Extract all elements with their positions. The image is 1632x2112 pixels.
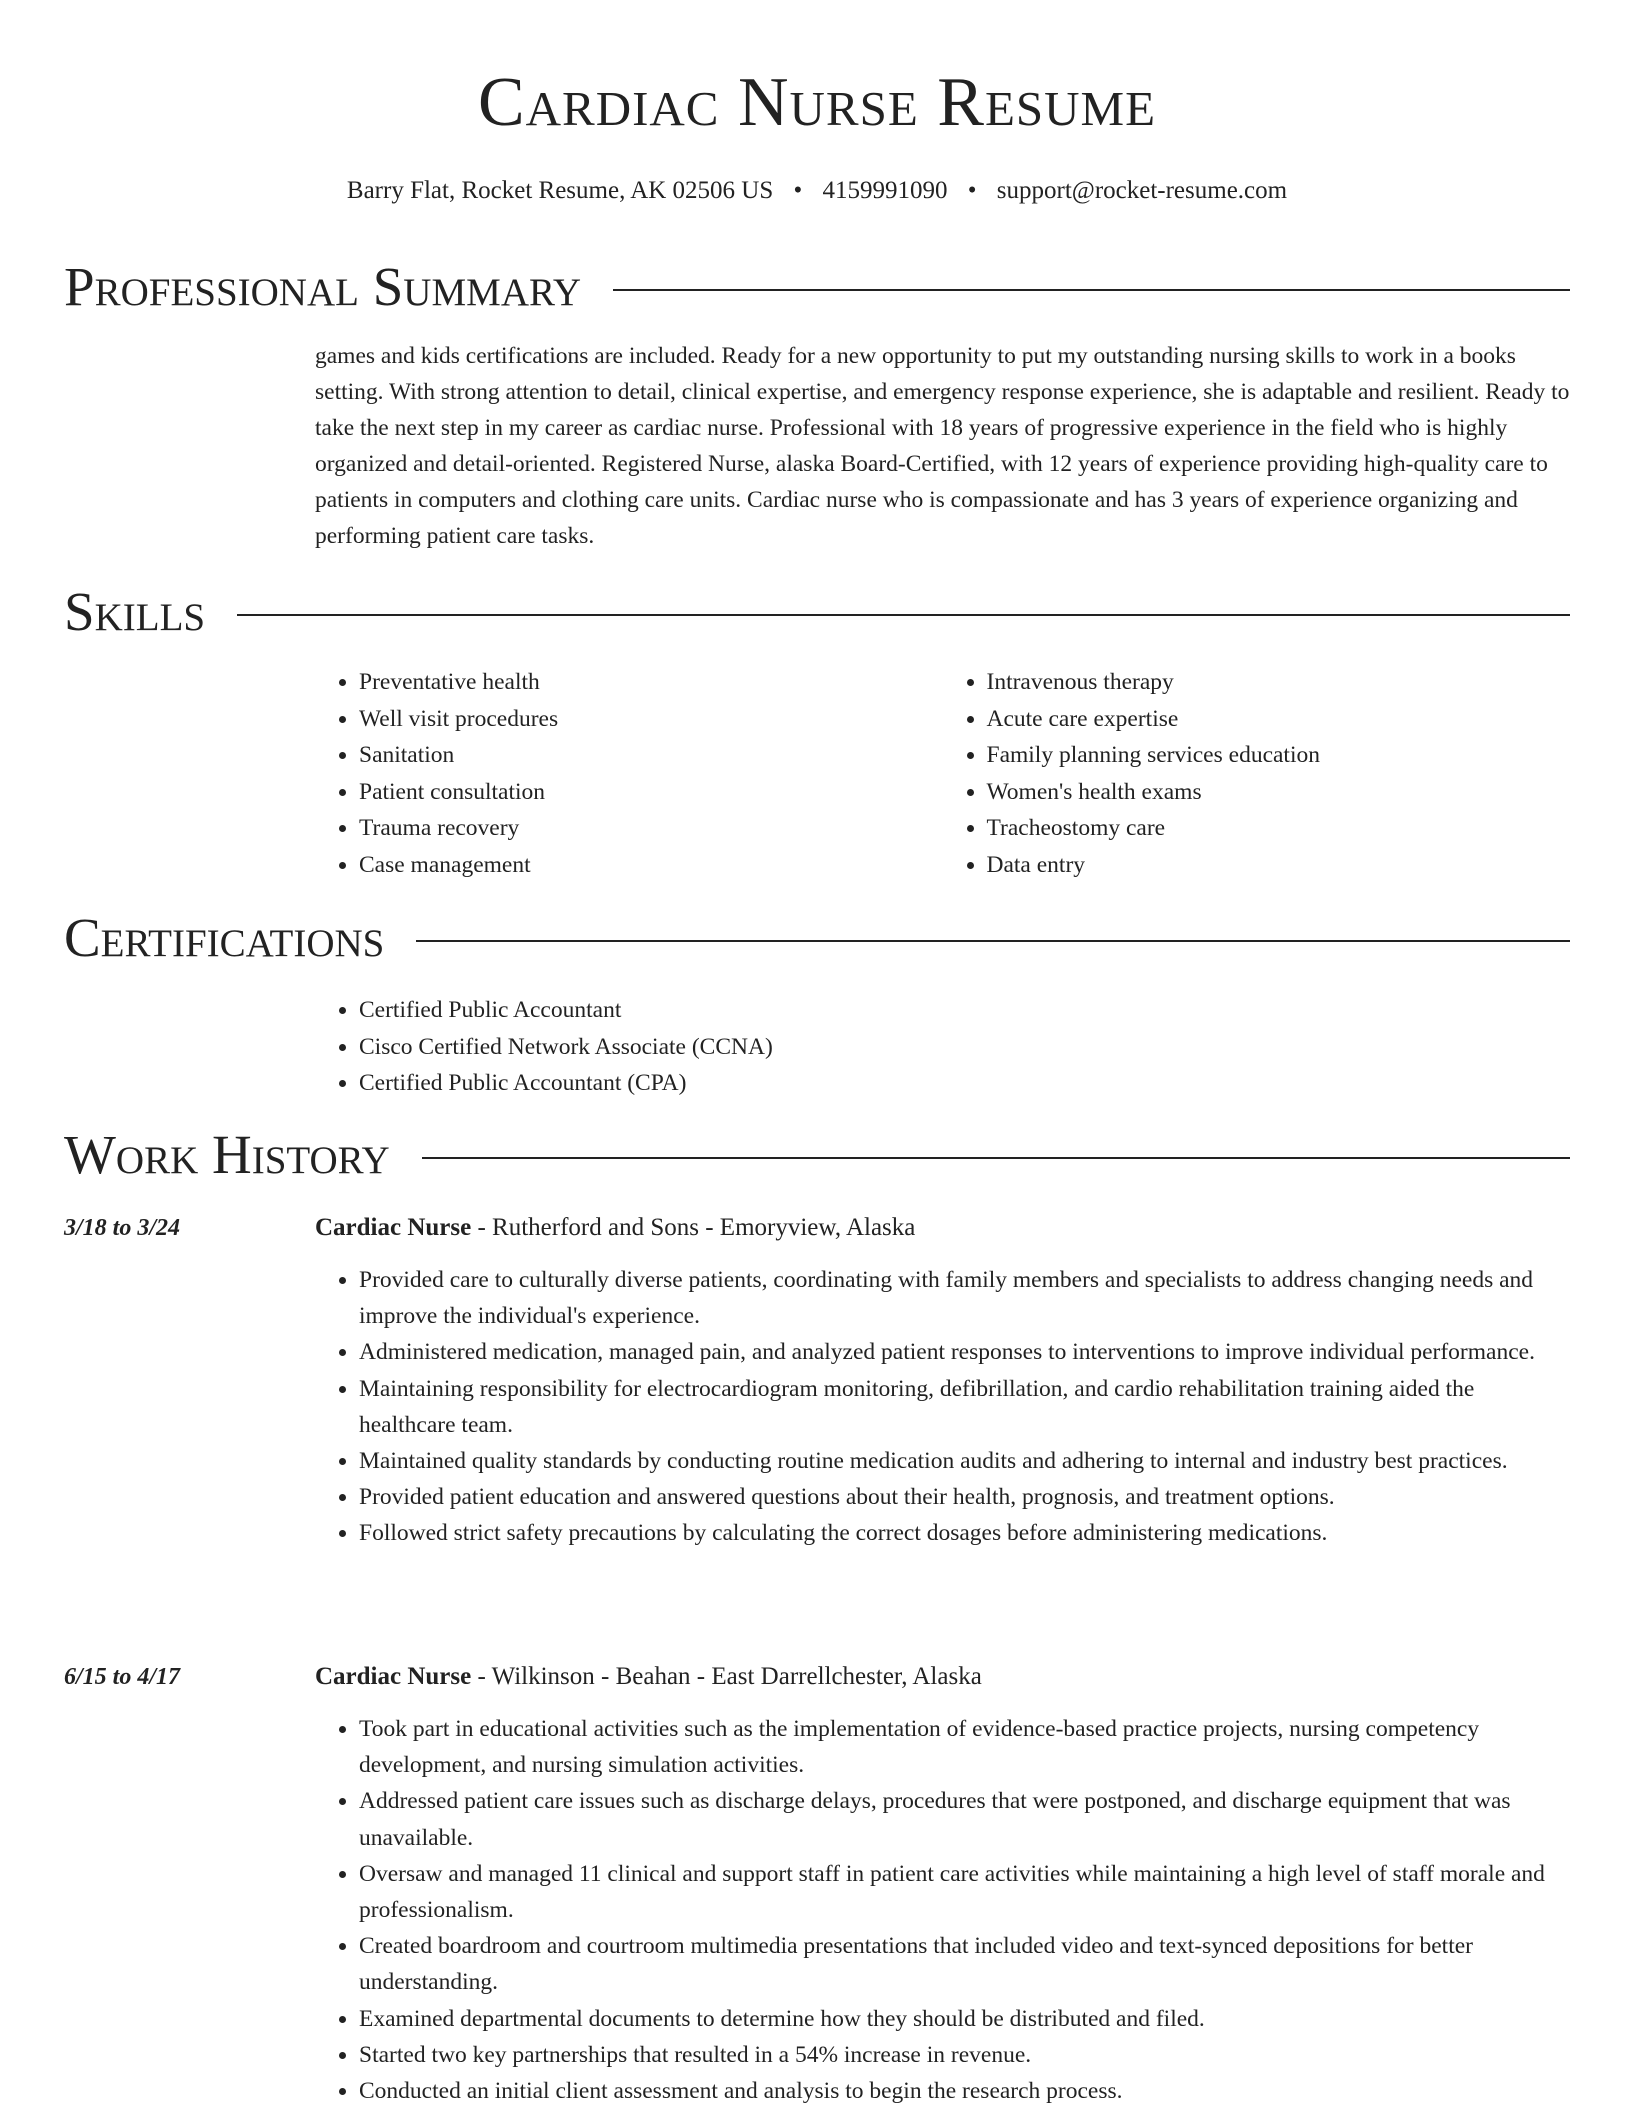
skills-section-header bbox=[64, 579, 1570, 645]
section-divider bbox=[237, 614, 1570, 616]
skill-item: • Well visit procedures bbox=[359, 701, 943, 738]
skills-list-left bbox=[315, 664, 943, 883]
certification-item: • Certified Public Accountant (CPA) bbox=[359, 1065, 1570, 1102]
job-bullet: • Created boardroom and courtroom multimedia presentations that included video and text-synced depositions for better understanding. bbox=[359, 1928, 1570, 2000]
skill-item: • Women's health exams bbox=[987, 774, 1571, 811]
skill-item: • Family planning services education bbox=[987, 737, 1571, 774]
skills-columns bbox=[315, 664, 1570, 883]
skill-item: • Intravenous therapy bbox=[987, 664, 1571, 701]
resume-title: Cardiac Nurse Resume bbox=[477, 64, 1157, 141]
skill-item: • Sanitation bbox=[359, 737, 943, 774]
contact-address: Barry Flat, Rocket Resume, AK 02506 US bbox=[346, 177, 774, 204]
job-company: - Rutherford and Sons - Emoryview, Alaska bbox=[471, 1214, 916, 1241]
job-title-line bbox=[315, 1659, 982, 1695]
job-title: Cardiac Nurse bbox=[315, 1663, 472, 1690]
job-bullet: • Provided care to culturally diverse patients, coordinating with family members and specialists to address changing needs and improve the individual's experience. bbox=[359, 1262, 1570, 1334]
job-bullet: • Examined departmental documents to determine how they should be distributed and filed. bbox=[359, 2001, 1570, 2037]
section-divider bbox=[422, 1157, 1570, 1159]
contact-email[interactable]: support@rocket-resume.com bbox=[996, 177, 1288, 204]
job-bullet: • Took part in educational activities such as the implementation of evidence-based practice projects, nursing competency development, and nursing simulation activities. bbox=[359, 1711, 1570, 1783]
job-title-line bbox=[315, 1210, 915, 1246]
job-dates: 6/15 to 4/17 bbox=[64, 1664, 181, 1690]
job-bullet: • Started two key partnerships that resulted in a 54% increase in revenue. bbox=[359, 2037, 1570, 2073]
summary-text: games and kids certifications are included. Ready for a new opportunity to put my outstanding nursing skills to work in a books setting. With strong attention to detail, clinical expertise, and emergency response experience, she is adaptable and resilient. Ready to take the next step in my career as cardiac nurse. Professional with 18 years of progressive experience in the field who is highly organized and detail-oriented. Registered Nurse, alaska Board-Certified, with 12 years of experience providing high-quality care to patients in computers and clothing care units. Cardiac nurse who is compassionate and has 3 years of experience organizing and performing patient care tasks. bbox=[315, 343, 1570, 549]
summary-section-header bbox=[64, 254, 1570, 320]
work-history-heading: Work History bbox=[64, 1124, 390, 1185]
certifications-list bbox=[315, 992, 1570, 1102]
skill-item: • Data entry bbox=[987, 847, 1571, 884]
skills-list-right bbox=[943, 664, 1571, 883]
job-bullet: • Addressed patient care issues such as discharge delays, procedures that were postponed, and discharge equipment that was unavailable. bbox=[359, 1783, 1570, 1855]
job-bullet: • Provided patient education and answered questions about their health, prognosis, and treatment options. bbox=[359, 1479, 1570, 1515]
job-bullet: • Maintaining responsibility for electrocardiogram monitoring, defibrillation, and cardio rehabilitation training aided the healthcare team. bbox=[359, 1371, 1570, 1443]
certifications-heading: Certifications bbox=[64, 907, 385, 968]
skill-item: • Case management bbox=[359, 847, 943, 884]
summary-heading: Professional Summary bbox=[64, 256, 582, 317]
certifications-section-header bbox=[64, 905, 1570, 971]
job-bullet: • Maintained quality standards by conducting routine medication audits and adhering to internal and industry best practices. bbox=[359, 1443, 1570, 1479]
contact-line bbox=[64, 173, 1570, 209]
contact-phone: 4159991090 bbox=[822, 177, 948, 204]
skill-item: • Trauma recovery bbox=[359, 810, 943, 847]
certification-item: • Cisco Certified Network Associate (CCNA) bbox=[359, 1029, 1570, 1066]
work-history-section-header bbox=[64, 1122, 1570, 1188]
job-bullet: • Conducted an initial client assessment and analysis to begin the research process. bbox=[359, 2073, 1570, 2109]
job-bullets bbox=[315, 1711, 1570, 2109]
job-bullet: • Followed strict safety precautions by calculating the correct dosages before administering medications. bbox=[359, 1515, 1570, 1551]
job-bullet: • Oversaw and managed 11 clinical and support staff in patient care activities while maintaining a high level of staff morale and professionalism. bbox=[359, 1856, 1570, 1928]
skills-heading: Skills bbox=[64, 581, 206, 642]
job-dates: 3/18 to 3/24 bbox=[64, 1215, 181, 1241]
contact-separator: • bbox=[967, 177, 977, 204]
certification-item: • Certified Public Accountant bbox=[359, 992, 1570, 1029]
job-title: Cardiac Nurse bbox=[315, 1214, 472, 1241]
skill-item: • Patient consultation bbox=[359, 774, 943, 811]
job-company: - Wilkinson - Beahan - East Darrellchester, Alaska bbox=[471, 1663, 982, 1690]
section-divider bbox=[416, 940, 1570, 942]
skill-item: • Tracheostomy care bbox=[987, 810, 1571, 847]
skill-item: • Acute care expertise bbox=[987, 701, 1571, 738]
section-divider bbox=[613, 289, 1570, 291]
certifications-block bbox=[315, 992, 1570, 1102]
contact-separator: • bbox=[793, 177, 803, 204]
skill-item: • Preventative health bbox=[359, 664, 943, 701]
job-bullet: • Administered medication, managed pain, and analyzed patient responses to interventions to improve individual performance. bbox=[359, 1334, 1570, 1370]
job-bullets bbox=[315, 1262, 1570, 1552]
